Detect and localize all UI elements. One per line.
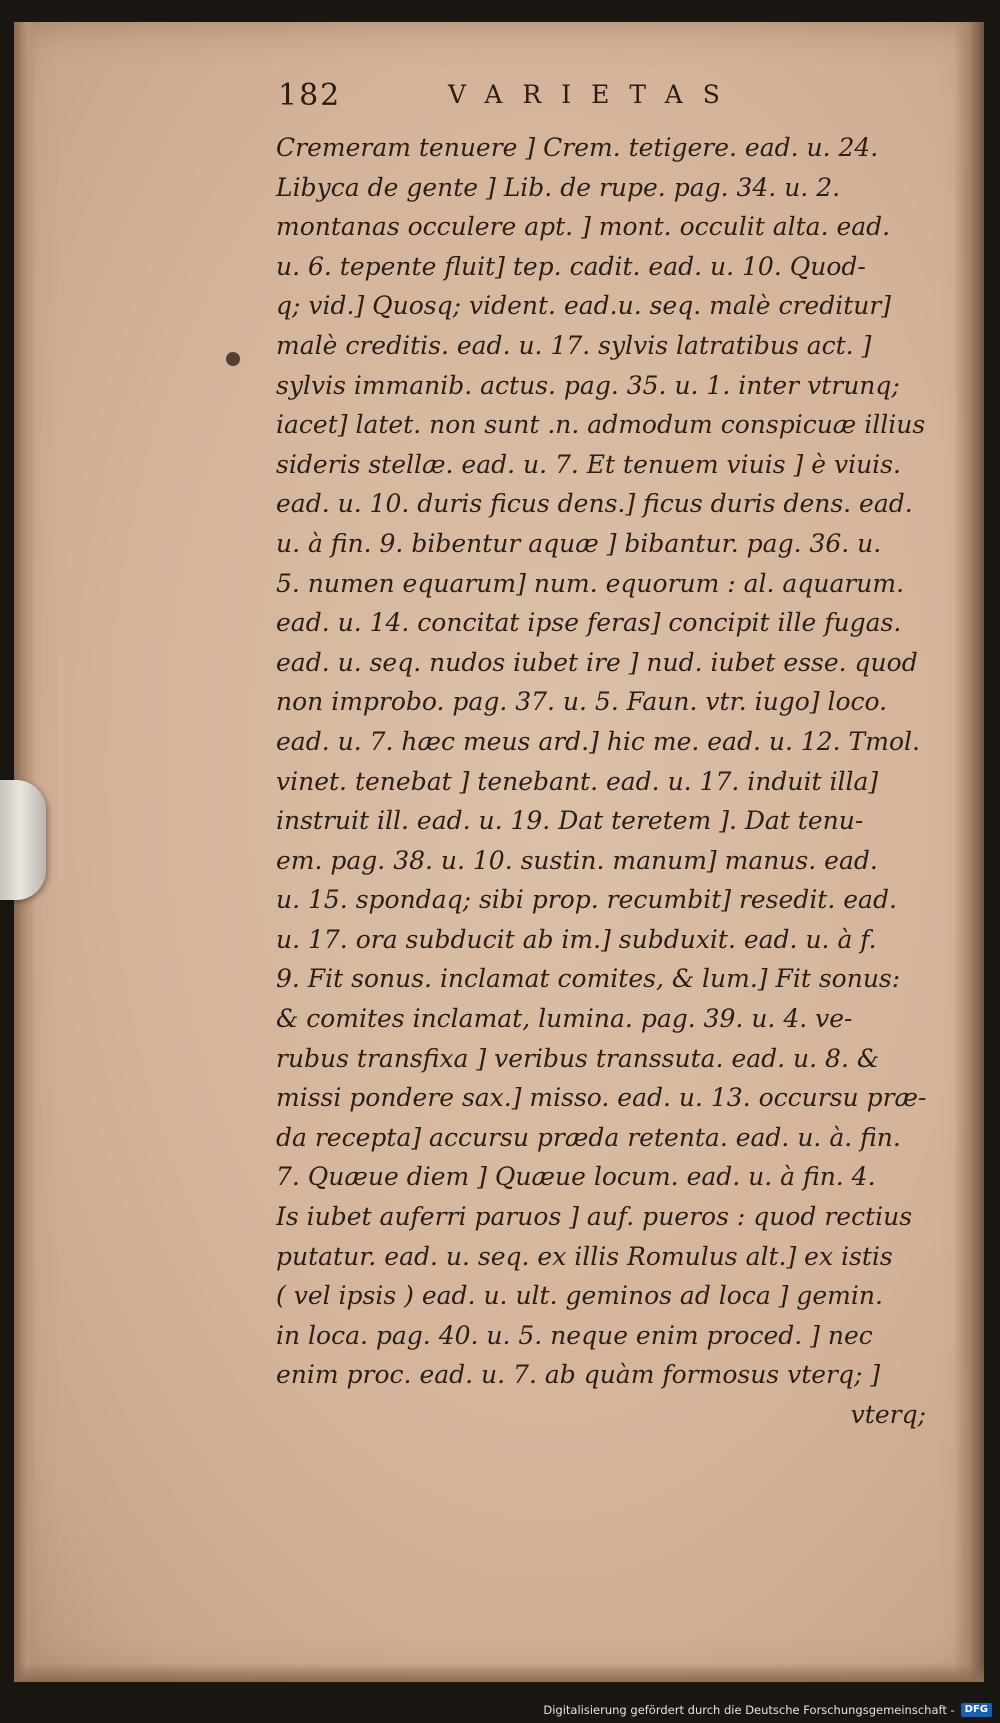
text-line: ead. u. seq. nudos iubet ire ] nud. iubet esse. quod [276,647,918,677]
credit-text: Digitalisierung gefördert durch die Deutsche Forschungsgemeinschaft - [543,1703,955,1717]
text-line: rubus transfixa ] veribus transsuta. ead. u. 8. & [276,1043,880,1073]
text-block [276,128,956,1435]
text-line: instruit ill. ead. u. 19. Dat teretem ]. Dat tenu- [276,806,864,836]
text-line: enim proc. ead. u. 7. ab quàm formosus vterq; ] [276,1360,881,1390]
text-line: 5. numen equarum] num. equorum : al. aquarum. [276,568,905,598]
text-line: da recepta] accursu præda retenta. ead. u. à. fin. [276,1122,901,1152]
text-line: Is iubet auferri paruos ] auf. pueros : quod rectius [276,1202,913,1232]
text-line: missi pondere sax.] misso. ead. u. 13. occursu præ- [276,1083,927,1113]
ink-spot [226,352,240,366]
text-line: in loca. pag. 40. u. 5. neque enim proced. ] nec [276,1320,873,1350]
text-line: u. 6. tepente fluit] tep. cadit. ead. u. 10. Quod- [276,251,866,281]
text-line: q; vid.] Quosq; vident. ead.u. seq. malè creditur] [276,291,892,321]
running-title: VARIETAS [448,80,740,109]
text-line: montanas occulere apt. ] mont. occulit alta. ead. [276,212,891,242]
page-bottom-edge [14,1664,984,1682]
text-line: malè creditis. ead. u. 17. sylvis latratibus act. ] [276,330,872,360]
text-line: Libyca de gente ] Lib. de rupe. pag. 34. u. 2. [276,172,841,202]
text-line: iacet] latet. non sunt .n. admodum conspicuæ illius [276,410,926,440]
text-line: non improbo. pag. 37. u. 5. Faun. vtr. iugo] loco. [276,687,888,717]
text-line: u. 15. spondaq; sibi prop. recumbit] resedit. ead. [276,885,897,915]
text-line: vinet. tenebat ] tenebant. ead. u. 17. induit illa] [276,766,879,796]
text-line: u. 17. ora subducit ab im.] subduxit. ead. u. à f. [276,924,877,954]
text-line: ead. u. 7. hæc meus ard.] hic me. ead. u. 12. Tmol. [276,726,920,756]
text-line: u. à fin. 9. bibentur aquæ ] bibantur. pag. 36. u. [276,528,882,558]
text-line: em. pag. 38. u. 10. sustin. manum] manus. ead. [276,845,878,875]
text-line: ead. u. 14. concitat ipse feras] concipit ille fugas. [276,608,902,638]
running-head [278,78,838,118]
page-fore-edge [954,22,984,1682]
text-line: 7. Quæue diem ] Quæue locum. ead. u. à fin. 4. [276,1162,876,1192]
text-line: sideris stellæ. ead. u. 7. Et tenuem viuis ] è viuis. [276,449,901,479]
text-line: Cremeram tenuere ] Crem. tetigere. ead. u. 24. [276,133,879,162]
catchword: vterq; [850,1400,926,1429]
text-line: & comites inclamat, lumina. pag. 39. u. 4. ve- [276,1004,853,1034]
book-clasp [0,780,46,900]
text-line: ( vel ipsis ) ead. u. ult. geminos ad loca ] gemin. [276,1281,883,1311]
text-line: sylvis immanib. actus. pag. 35. u. 1. inter vtrunq; [276,370,900,400]
digitization-credit [540,1700,992,1720]
dfg-logo: DFG [961,1703,992,1717]
page-number: 182 [278,78,342,113]
text-line: putatur. ead. u. seq. ex illis Romulus alt.] ex istis [276,1241,893,1271]
text-line: 9. Fit sonus. inclamat comites, & lum.] Fit sonus: [276,964,901,994]
text-line: ead. u. 10. duris ficus dens.] ficus duris dens. ead. [276,489,913,519]
